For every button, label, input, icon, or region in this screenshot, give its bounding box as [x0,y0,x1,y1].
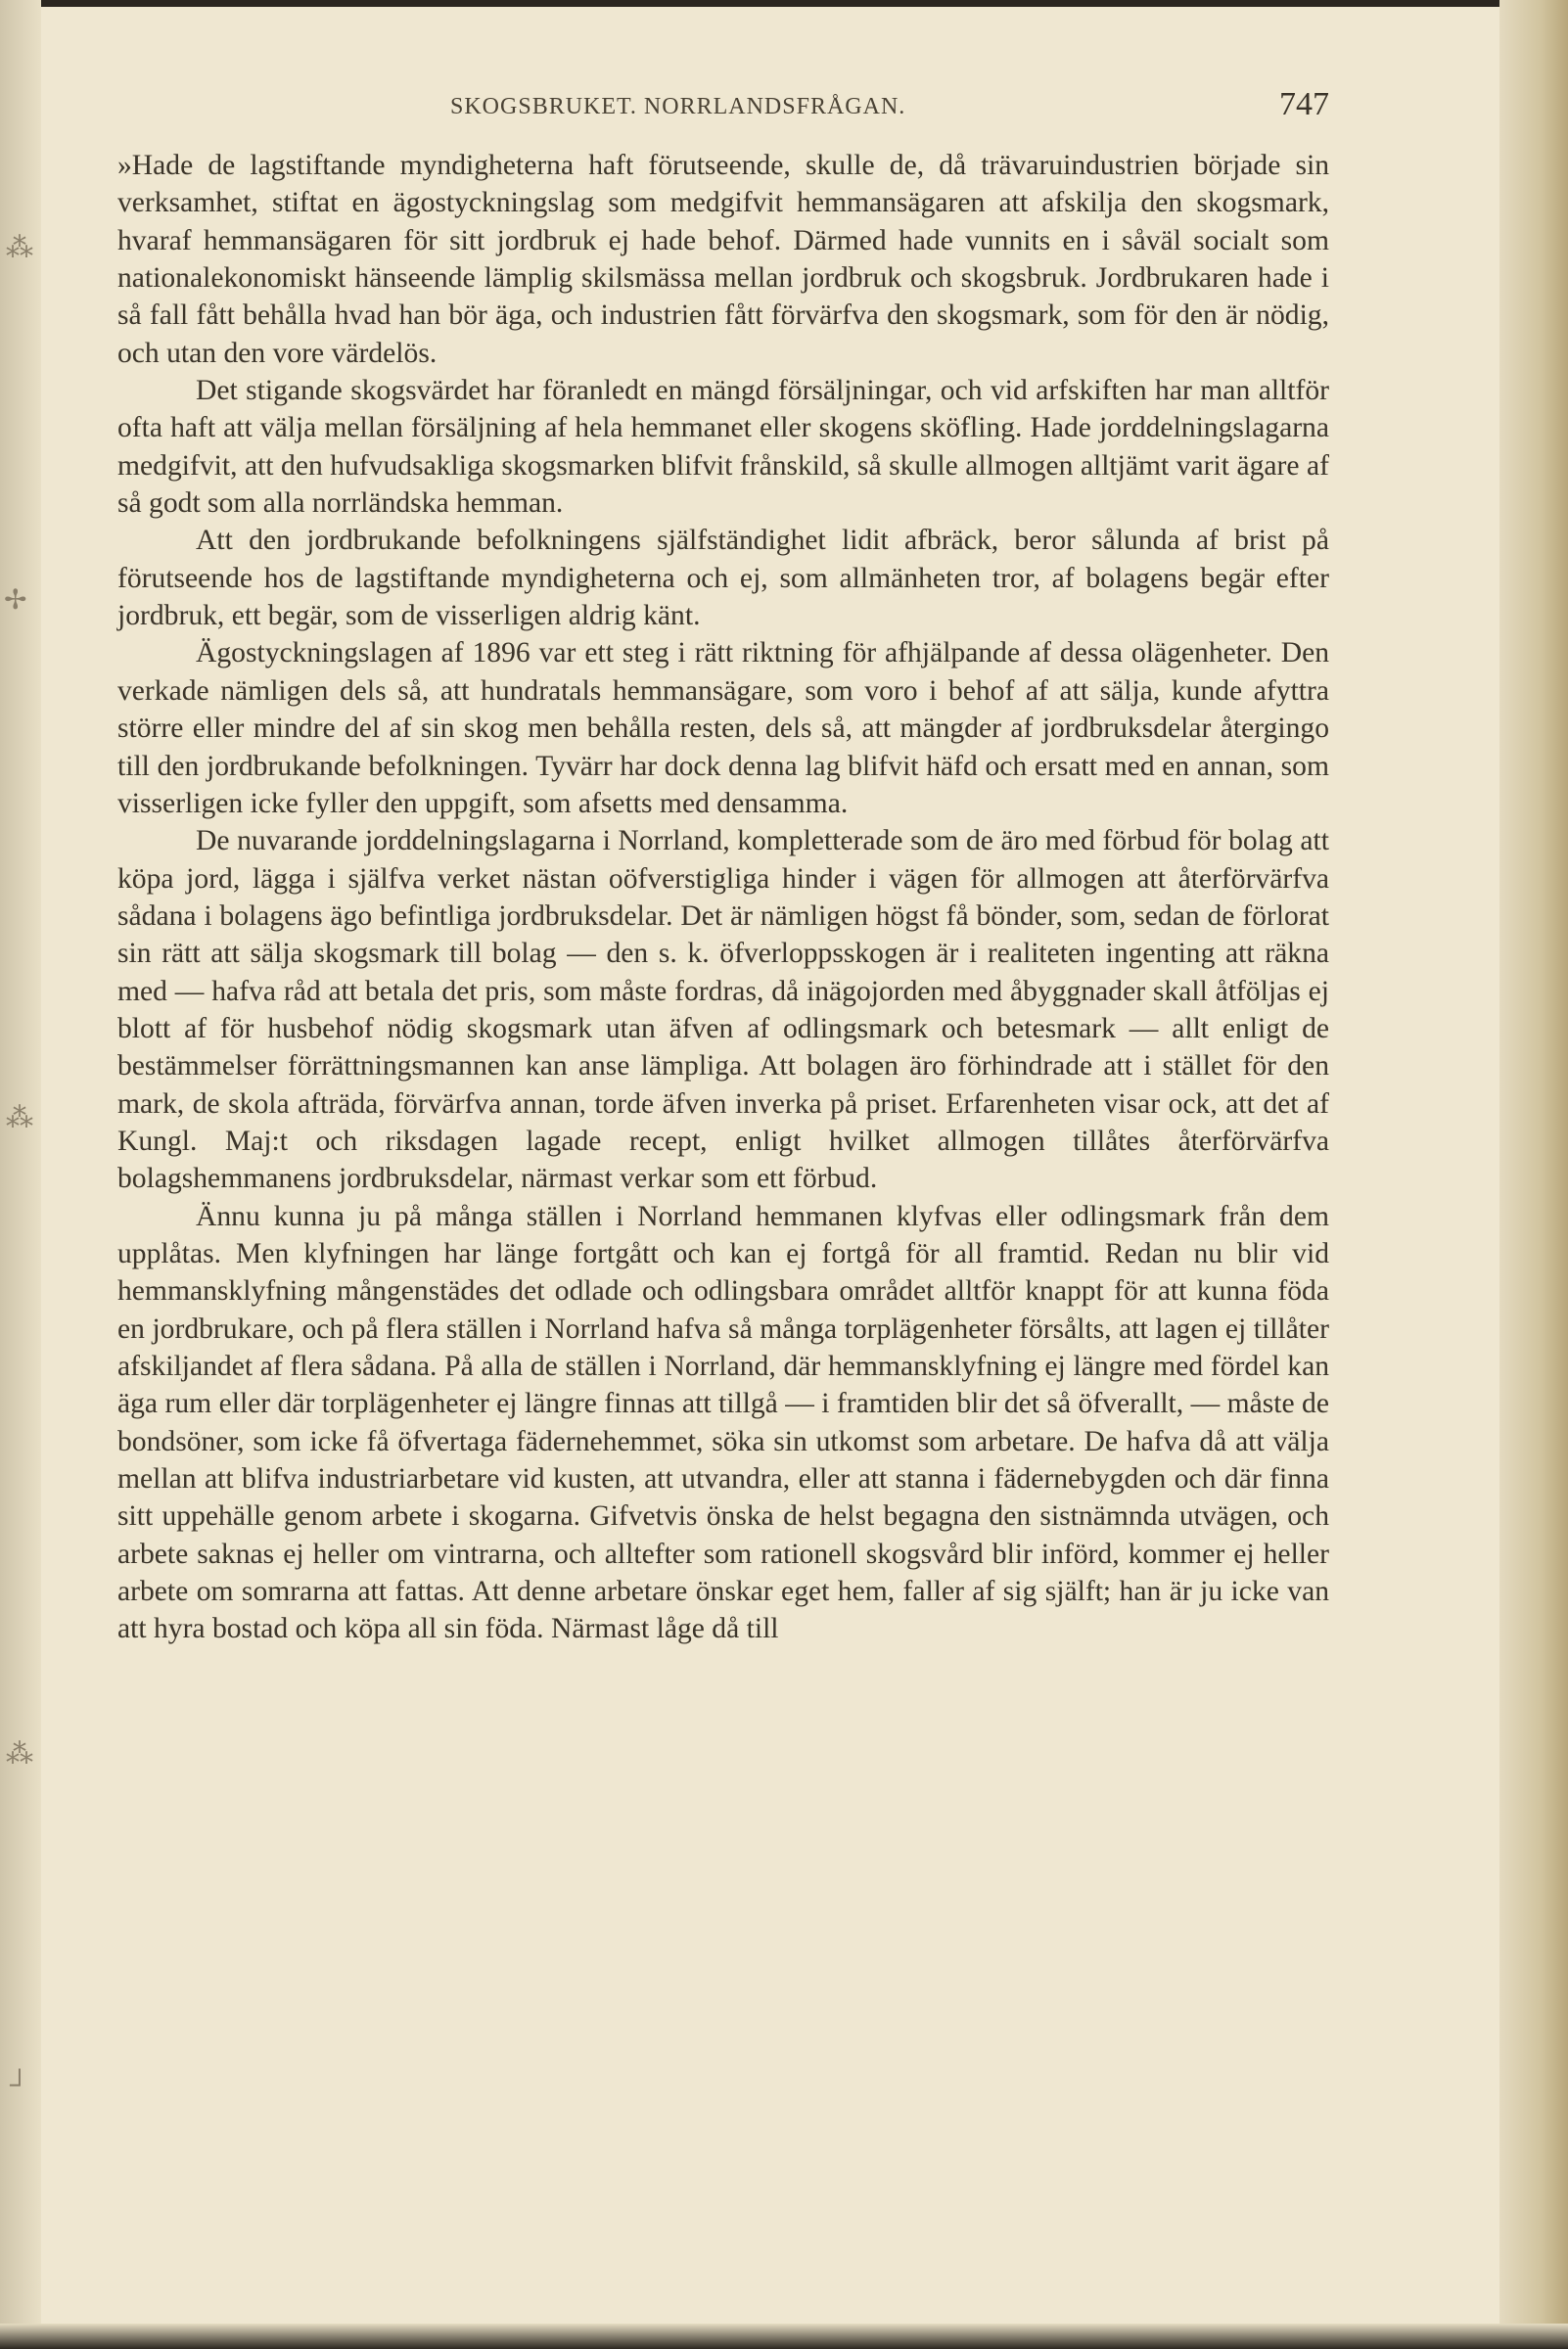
margin-mark-3: ⁂ [6,1103,33,1133]
left-margin-shadow [0,0,41,2349]
margin-mark-1: ⁂ [6,233,33,263]
paragraph: Ännu kunna ju på många ställen i Norrland hemmanen klyfvas eller odlingsmark från dem upplåtas. Men klyfningen har länge fortgått och kan ej fortgå för all framtid. Redan nu blir vid hemmansklyfning mångenstädes det odlade och odlingsbara området alltför knappt för att kunna föda en jordbrukare, och på flera ställen i Norrland hafva så många torplägenheter försålts, att lagen ej tillåter afskiljandet af flera sådana. På alla de ställen i Norrland, där hemmansklyfning ej längre med fördel kan äga rum eller där torplägenheter ej längre finnas att tillgå — i framtiden blir det så öfverallt, — måste de bondsöner, som icke få öfvertaga fädernehemmet, söka sin utkomst som arbetare. De hafva då att välja mellan att blifva industriarbetare vid kusten, att utvandra, eller att stanna i fädernebygden och där finna sitt uppehälle genom arbete i skogarna. Gifvetvis önska de helst begagna den sistnämnda utvägen, och arbete saknas ej heller om vintrarna, och alltefter som rationell skogsvård blir införd, kommer ej heller arbete om somrarna att fattas. Att denne arbetare önskar eget hem, faller af sig själft; han är ju icke van att hyra bostad och köpa all sin föda. Närmast låge då till [117,1200,1329,1645]
right-page-edge [1499,0,1568,2349]
page-number: 747 [1279,86,1329,122]
margin-mark-5: ┘ [10,2070,29,2100]
paragraph: »Hade de lagstiftande myndigheterna haft förutseende, skulle de, då trävaruindustrien började sin verksamhet, stiftat en ägostyckningslag som medgifvit hemmansägaren att afskilja den skogsmark, hvaraf hemmansägaren för sitt jordbruk ej hade behof. Därmed hade vunnits en i såväl socialt som nationalekonomiskt hänseende lämplig skilsmässa mellan jordbruk och skogsbruk. Jordbrukaren hade i så fall fått behålla hvad han bör äga, och industrien fått förvärfva den skogsmark, som för den är nödig, och utan den vore värdelös. [117,150,1329,369]
body-text [117,147,1329,1648]
running-head: SKOGSBRUKET. NORRLANDSFRÅGAN. [450,94,906,119]
bottom-edge-rule [0,2324,1568,2349]
margin-mark-4: ⁂ [6,1739,33,1770]
top-edge-rule [0,0,1568,7]
paragraph: Det stigande skogsvärdet har föranledt en mängd försäljningar, och vid arfskiften har man alltför ofta haft att välja mellan försäljning af hela hemmanet eller skogens sköfling. Hade jorddelningslagarna medgifvit, att den hufvudsakliga skogsmarken blifvit frånskild, så skulle allmogen alltjämt varit ägare af så godt som alla norrländska hemman. [117,375,1329,520]
page-header [117,86,1329,135]
margin-mark-2: ✢ [4,585,27,616]
paragraph: Ägostyckningslagen af 1896 var ett steg i rätt riktning för afhjälpande af dessa olägenheter. Den verkade nämligen dels så, att hundratals hemmansägare, som voro i behof af att sälja, kunde afyttra större eller mindre del af sin skog men behålla resten, dels så, att mängder af jordbruksdelar återgingo till den jordbrukande befolkningen. Tyvärr har dock denna lag blifvit häfd och ersatt med en annan, som visserligen icke fyller den uppgift, som afsetts med densamma. [117,637,1329,819]
paragraph: De nuvarande jorddelningslagarna i Norrland, kompletterade som de äro med förbud för bolag att köpa jord, lägga i själfva verket nästan oöfverstigliga hinder i vägen för allmogen att återförvärfva sådana i bolagens ägo befintliga jordbruksdelar. Det är nämligen högst få bönder, som, sedan de förlorat sin rätt att sälja skogsmark till bolag — den s. k. öfverloppsskogen är i realiteten ingenting att räkna med — hafva råd att betala det pris, som måste fordras, då inägojorden med åbyggnader skall åtföljas ej blott af för husbehof nödig skogsmark utan äfven af odlingsmark och betesmark — allt enligt de bestämmelser förrättningsmannen kan anse lämpliga. Att bolagen äro förhindrade att i stället för den mark, de skola afträda, förvärfva annan, torde äfven inverka på priset. Erfarenheten visar ock, att det af Kungl. Maj:t och riksdagen lagade recept, enligt hvilket allmogen tillåtes återförvärfva bolagshemmanens jordbruksdelar, närmast verkar som ett förbud. [117,825,1329,1195]
paragraph: Att den jordbrukande befolkningens själfständighet lidit afbräck, beror sålunda af brist på förutseende hos de lagstiftande myndigheterna och ej, som allmänheten tror, af bolagens begär efter jordbruk, ett begär, som de visserligen aldrig känt. [117,525,1329,632]
